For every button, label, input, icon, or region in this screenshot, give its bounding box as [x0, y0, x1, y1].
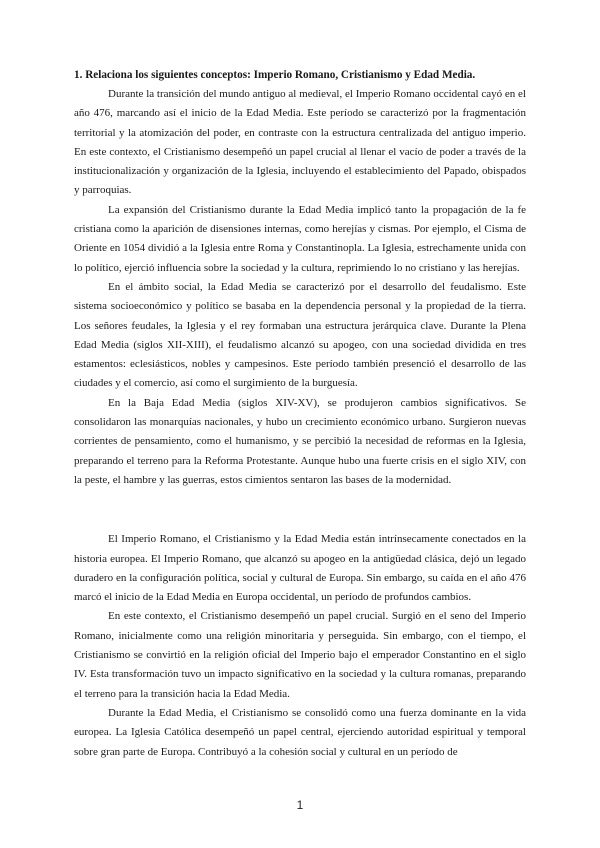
- section-one: [74, 85, 526, 490]
- paragraph: Durante la transición del mundo antiguo al medieval, el Imperio Romano occidental cayó en el año 476, marcando así el inicio de la Edad Media. Este período se caracterizó por la fragmentación territorial y la atomización del poder, en contraste con la estructura centralizada del antiguo imperio. En este contexto, el Cristianismo desempeñó un papel crucial al llenar el vacío de poder a través de la institucionalización y organización de la Iglesia, incluyendo el establecimiento del Papado, obispados y parroquias.: [74, 88, 526, 197]
- document-page: [74, 66, 526, 762]
- page-number: 1: [296, 798, 304, 812]
- paragraph: Durante la Edad Media, el Cristianismo se consolidó como una fuerza dominante en la vida europea. La Iglesia Católica desempeñó un papel central, ejerciendo autoridad espiritual y temporal sobre gran parte de Europa. Contribuyó a la cohesión social y cultural en un período de: [74, 706, 526, 758]
- paragraph: El Imperio Romano, el Cristianismo y la Edad Media están intrínsecamente conectados en la historia europea. El Imperio Romano, que alcanzó su apogeo en la antigüedad clásica, dejó un legado duradero en la configuración política, social y cultural de Europa. Sin embargo, su caída en el año 476 marcó el inicio de la Edad Media en Europa occidental, un período de profundos cambios.: [74, 533, 526, 604]
- paragraph: En el ámbito social, la Edad Media se caracterizó por el desarrollo del feudalismo. Este sistema socioeconómico y político se basaba en la dependencia personal y la propiedad de la tierra. Los señores feudales, la Iglesia y el rey formaban una estructura jerárquica clave. Durante la Plena Edad Media (siglos XII-XIII), el feudalismo alcanzó su apogeo, con una sociedad dividida en tres estamentos: eclesiásticos, nobles y campesinos. Este período también presenció el desarrollo de las ciudades y el comercio, así como el surgimiento de la burguesía.: [74, 280, 526, 390]
- paragraph: La expansión del Cristianismo durante la Edad Media implicó tanto la propagación de la fe cristiana como la aparición de disensiones internas, como herejías y cismas. Por ejemplo, el Cisma de Oriente en 1054 dividió a la Iglesia entre Roma y Constantinopla. La Iglesia, estrechamente unida con lo político, ejerció influencia sobre la sociedad y la cultura, reprimiendo lo no cristiano y las herejías.: [74, 203, 526, 274]
- section-two: [74, 530, 526, 762]
- section-spacer: [74, 490, 526, 530]
- paragraph: En la Baja Edad Media (siglos XIV-XV), se produjeron cambios significativos. Se consolidaron las monarquías nacionales, y hubo un crecimiento económico urbano. Surgieron nuevas corrientes de pensamiento, como el humanismo, y se percibió la necesidad de reformas en la Iglesia, preparando el terreno para la Reforma Protestante. Aunque hubo una fuerte crisis en el siglo XIV, con la peste, el hambre y las guerras, estos cimientos sentaron las bases de la modernidad.: [74, 396, 526, 486]
- question-heading: 1. Relaciona los siguientes conceptos: Imperio Romano, Cristianismo y Edad Media.: [74, 69, 476, 81]
- paragraph: En este contexto, el Cristianismo desempeñó un papel crucial. Surgió en el seno del Imperio Romano, inicialmente como una religión minoritaria y perseguida. Sin embargo, con el tiempo, el Cristianismo se convirtió en la religión oficial del Imperio bajo el emperador Constantino en el siglo IV. Esta transformación tuvo un impacto significativo en la sociedad y la cultura romanas, preparando el terreno para la transición hacia la Edad Media.: [74, 610, 526, 700]
